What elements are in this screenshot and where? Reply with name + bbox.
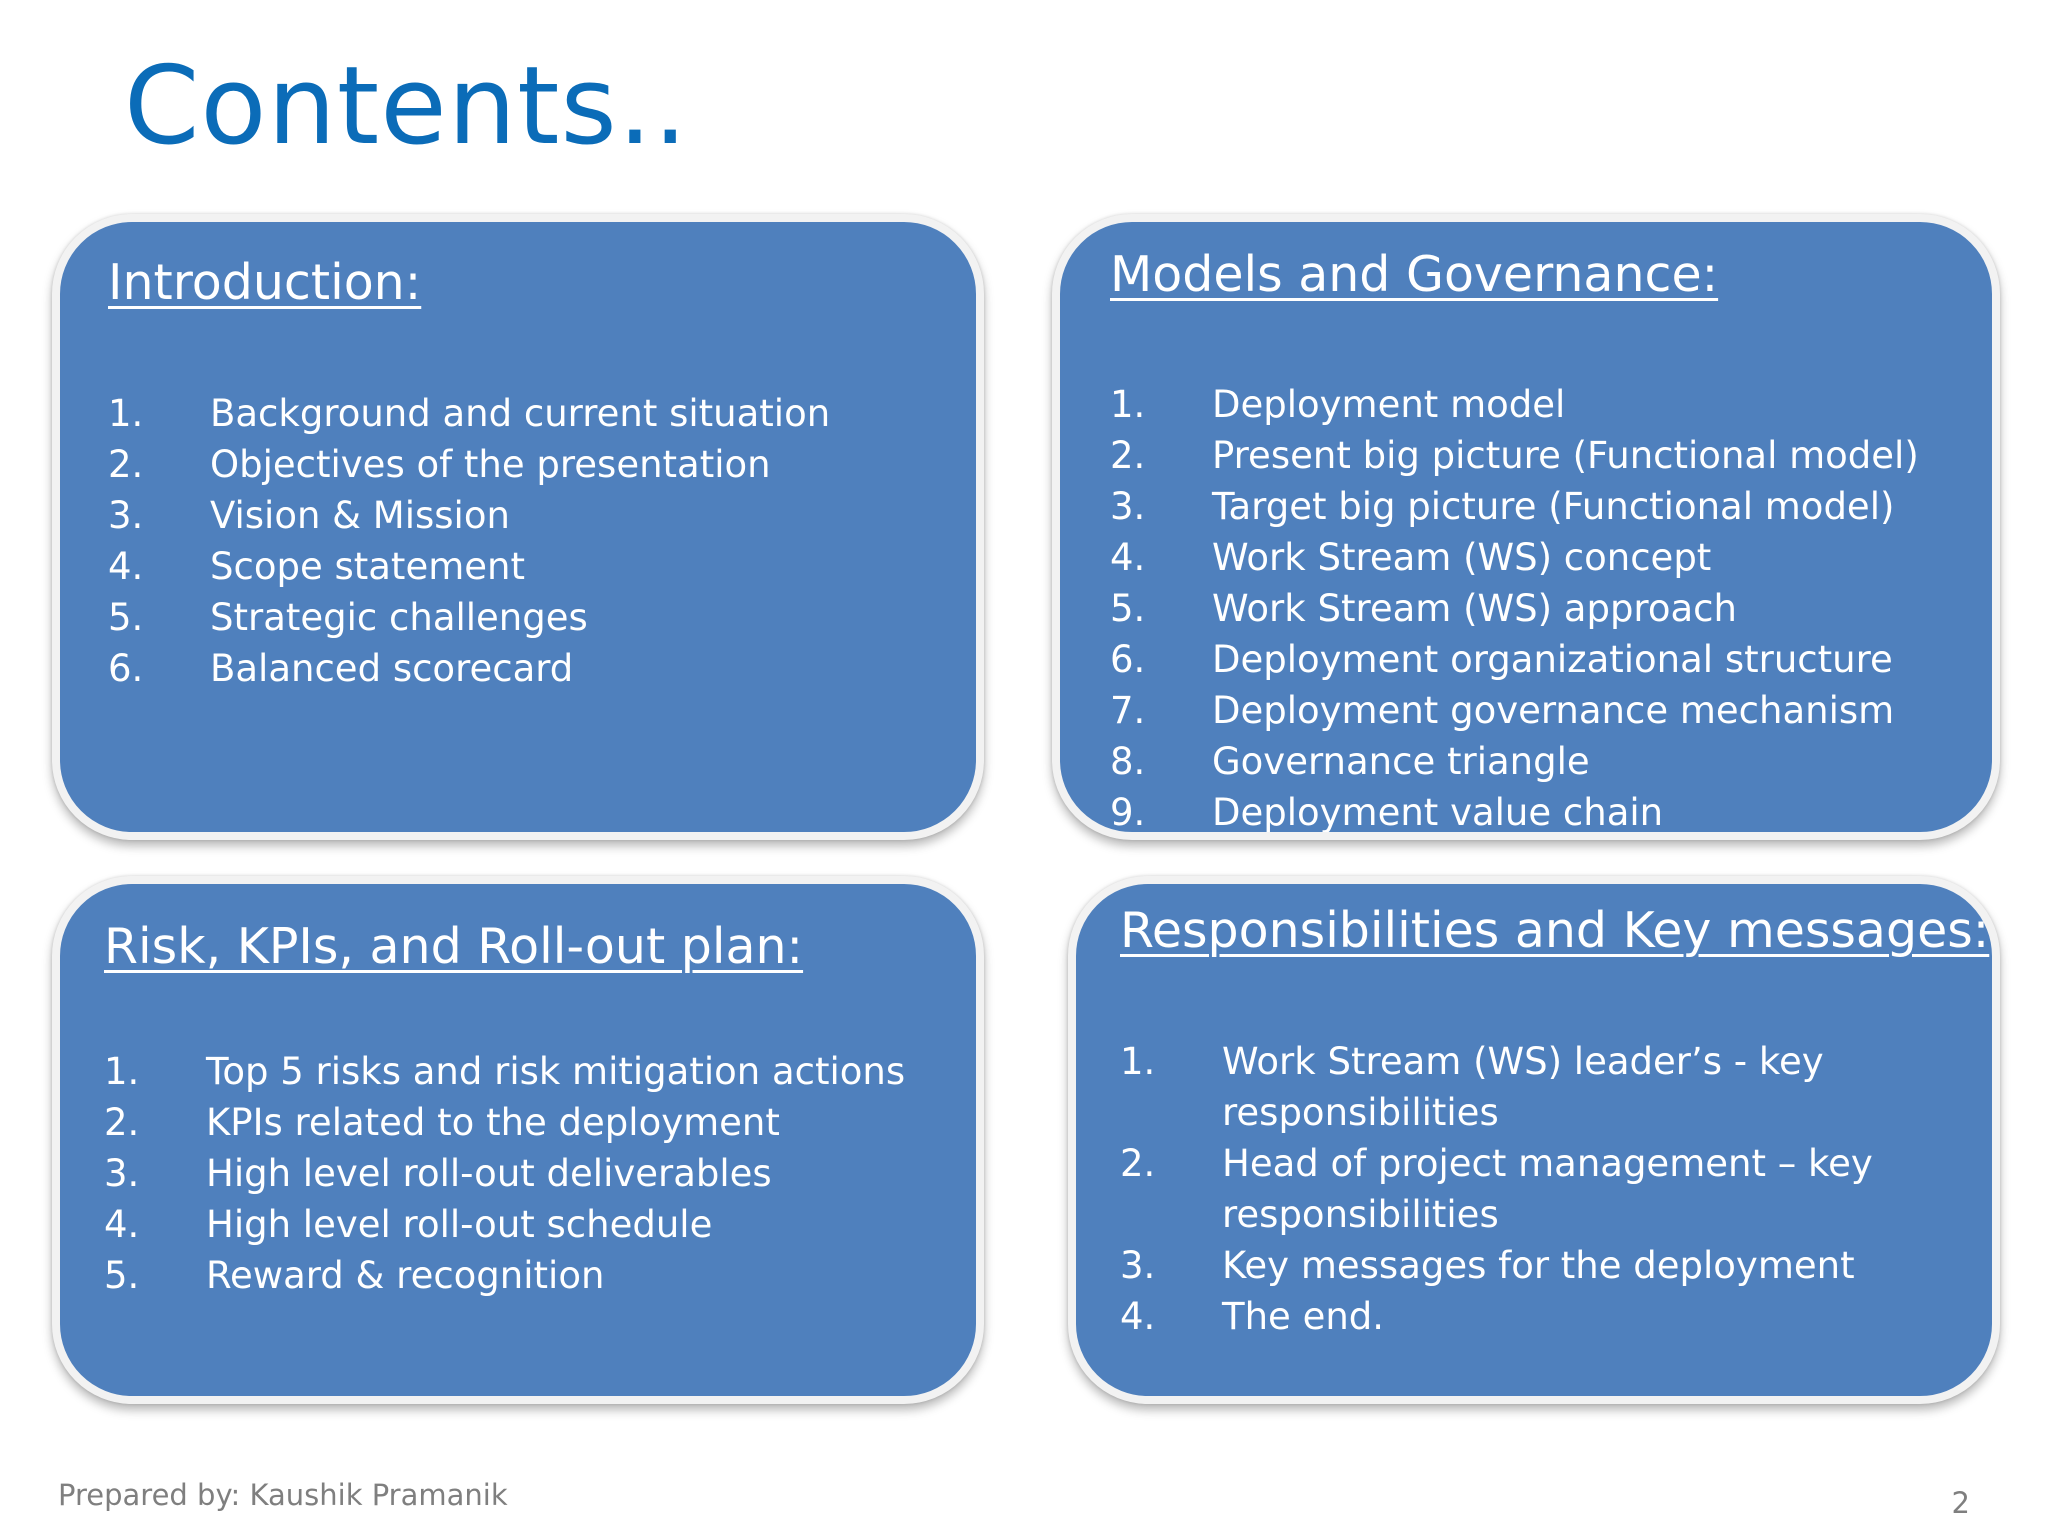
item-number: 2. (1120, 1142, 1156, 1185)
list-item (1110, 481, 1919, 532)
list-item (1110, 736, 1919, 787)
item-number: 5. (108, 596, 144, 639)
item-number: 5. (104, 1254, 140, 1297)
list-item (104, 1250, 905, 1301)
item-text: Present big picture (Functional model) (1212, 434, 1919, 477)
item-number: 4. (1120, 1295, 1156, 1338)
list-item (104, 1046, 905, 1097)
item-text: Background and current situation (210, 392, 831, 435)
item-number: 2. (1110, 434, 1146, 477)
item-text: KPIs related to the deployment (206, 1101, 780, 1144)
item-text: Work Stream (WS) concept (1212, 536, 1712, 579)
item-text: Objectives of the presentation (210, 443, 771, 486)
section-title: Models and Governance: (1110, 246, 1719, 303)
list-item (1110, 685, 1919, 736)
list-item (108, 439, 830, 490)
item-text: Deployment model (1212, 383, 1566, 426)
item-number: 3. (104, 1152, 140, 1195)
list-item (108, 541, 830, 592)
item-number: 6. (1110, 638, 1146, 681)
item-text: Strategic challenges (210, 596, 588, 639)
item-text: Work Stream (WS) approach (1212, 587, 1737, 630)
section-list (108, 388, 830, 694)
section-title: Introduction: (108, 254, 422, 311)
item-number: 3. (108, 494, 144, 537)
section-title: Responsibilities and Key messages: (1120, 902, 1990, 959)
list-item (1120, 1036, 1900, 1138)
section-list (1110, 379, 1919, 838)
item-text: Top 5 risks and risk mitigation actions (206, 1050, 906, 1093)
item-number: 8. (1110, 740, 1146, 783)
item-number: 4. (108, 545, 144, 588)
section-title: Risk, KPIs, and Roll-out plan: (104, 918, 804, 975)
list-item (1120, 1291, 1900, 1342)
list-item (1110, 532, 1919, 583)
item-number: 4. (1110, 536, 1146, 579)
item-text: High level roll-out schedule (206, 1203, 713, 1246)
list-item (1110, 634, 1919, 685)
section-models-governance (1052, 214, 2000, 840)
item-number: 2. (108, 443, 144, 486)
item-number: 3. (1120, 1244, 1156, 1287)
item-number: 7. (1110, 689, 1146, 732)
item-text: Deployment organizational structure (1212, 638, 1893, 681)
list-item (104, 1148, 905, 1199)
list-item (108, 643, 830, 694)
item-text: Deployment governance mechanism (1212, 689, 1895, 732)
item-text: Governance triangle (1212, 740, 1590, 783)
item-number: 1. (1120, 1040, 1156, 1083)
item-text: High level roll-out deliverables (206, 1152, 772, 1195)
list-item (1110, 430, 1919, 481)
item-number: 9. (1110, 791, 1146, 834)
item-text: Target big picture (Functional model) (1212, 485, 1895, 528)
list-item (108, 592, 830, 643)
list-item (1110, 583, 1919, 634)
section-introduction (52, 214, 984, 840)
item-text: Work Stream (WS) leader’s - key responsibilities (1222, 1040, 1824, 1134)
slide-title: Contents.. (124, 44, 689, 169)
footer-prepared-by: Prepared by: Kaushik Pramanik (58, 1478, 508, 1512)
list-item (104, 1097, 905, 1148)
list-item (1120, 1240, 1900, 1291)
list-item (1110, 787, 1919, 838)
item-number: 1. (104, 1050, 140, 1093)
item-text: Key messages for the deployment (1222, 1244, 1855, 1287)
item-text: Scope statement (210, 545, 525, 588)
list-item (1110, 379, 1919, 430)
item-text: The end. (1222, 1295, 1385, 1338)
item-number: 1. (108, 392, 144, 435)
list-item (108, 490, 830, 541)
item-text: Reward & recognition (206, 1254, 605, 1297)
list-item (108, 388, 830, 439)
item-text: Head of project management – key responsibilities (1222, 1142, 1873, 1236)
list-item (1120, 1138, 1900, 1240)
item-number: 3. (1110, 485, 1146, 528)
section-risk-kpis (52, 876, 984, 1404)
section-list (1120, 1036, 1900, 1342)
item-text: Vision & Mission (210, 494, 510, 537)
item-number: 2. (104, 1101, 140, 1144)
item-number: 1. (1110, 383, 1146, 426)
item-number: 6. (108, 647, 144, 690)
page-number: 2 (1951, 1486, 1970, 1520)
item-text: Balanced scorecard (210, 647, 574, 690)
list-item (104, 1199, 905, 1250)
item-text: Deployment value chain (1212, 791, 1664, 834)
item-number: 5. (1110, 587, 1146, 630)
section-list (104, 1046, 905, 1301)
section-responsibilities (1068, 876, 2000, 1404)
item-number: 4. (104, 1203, 140, 1246)
